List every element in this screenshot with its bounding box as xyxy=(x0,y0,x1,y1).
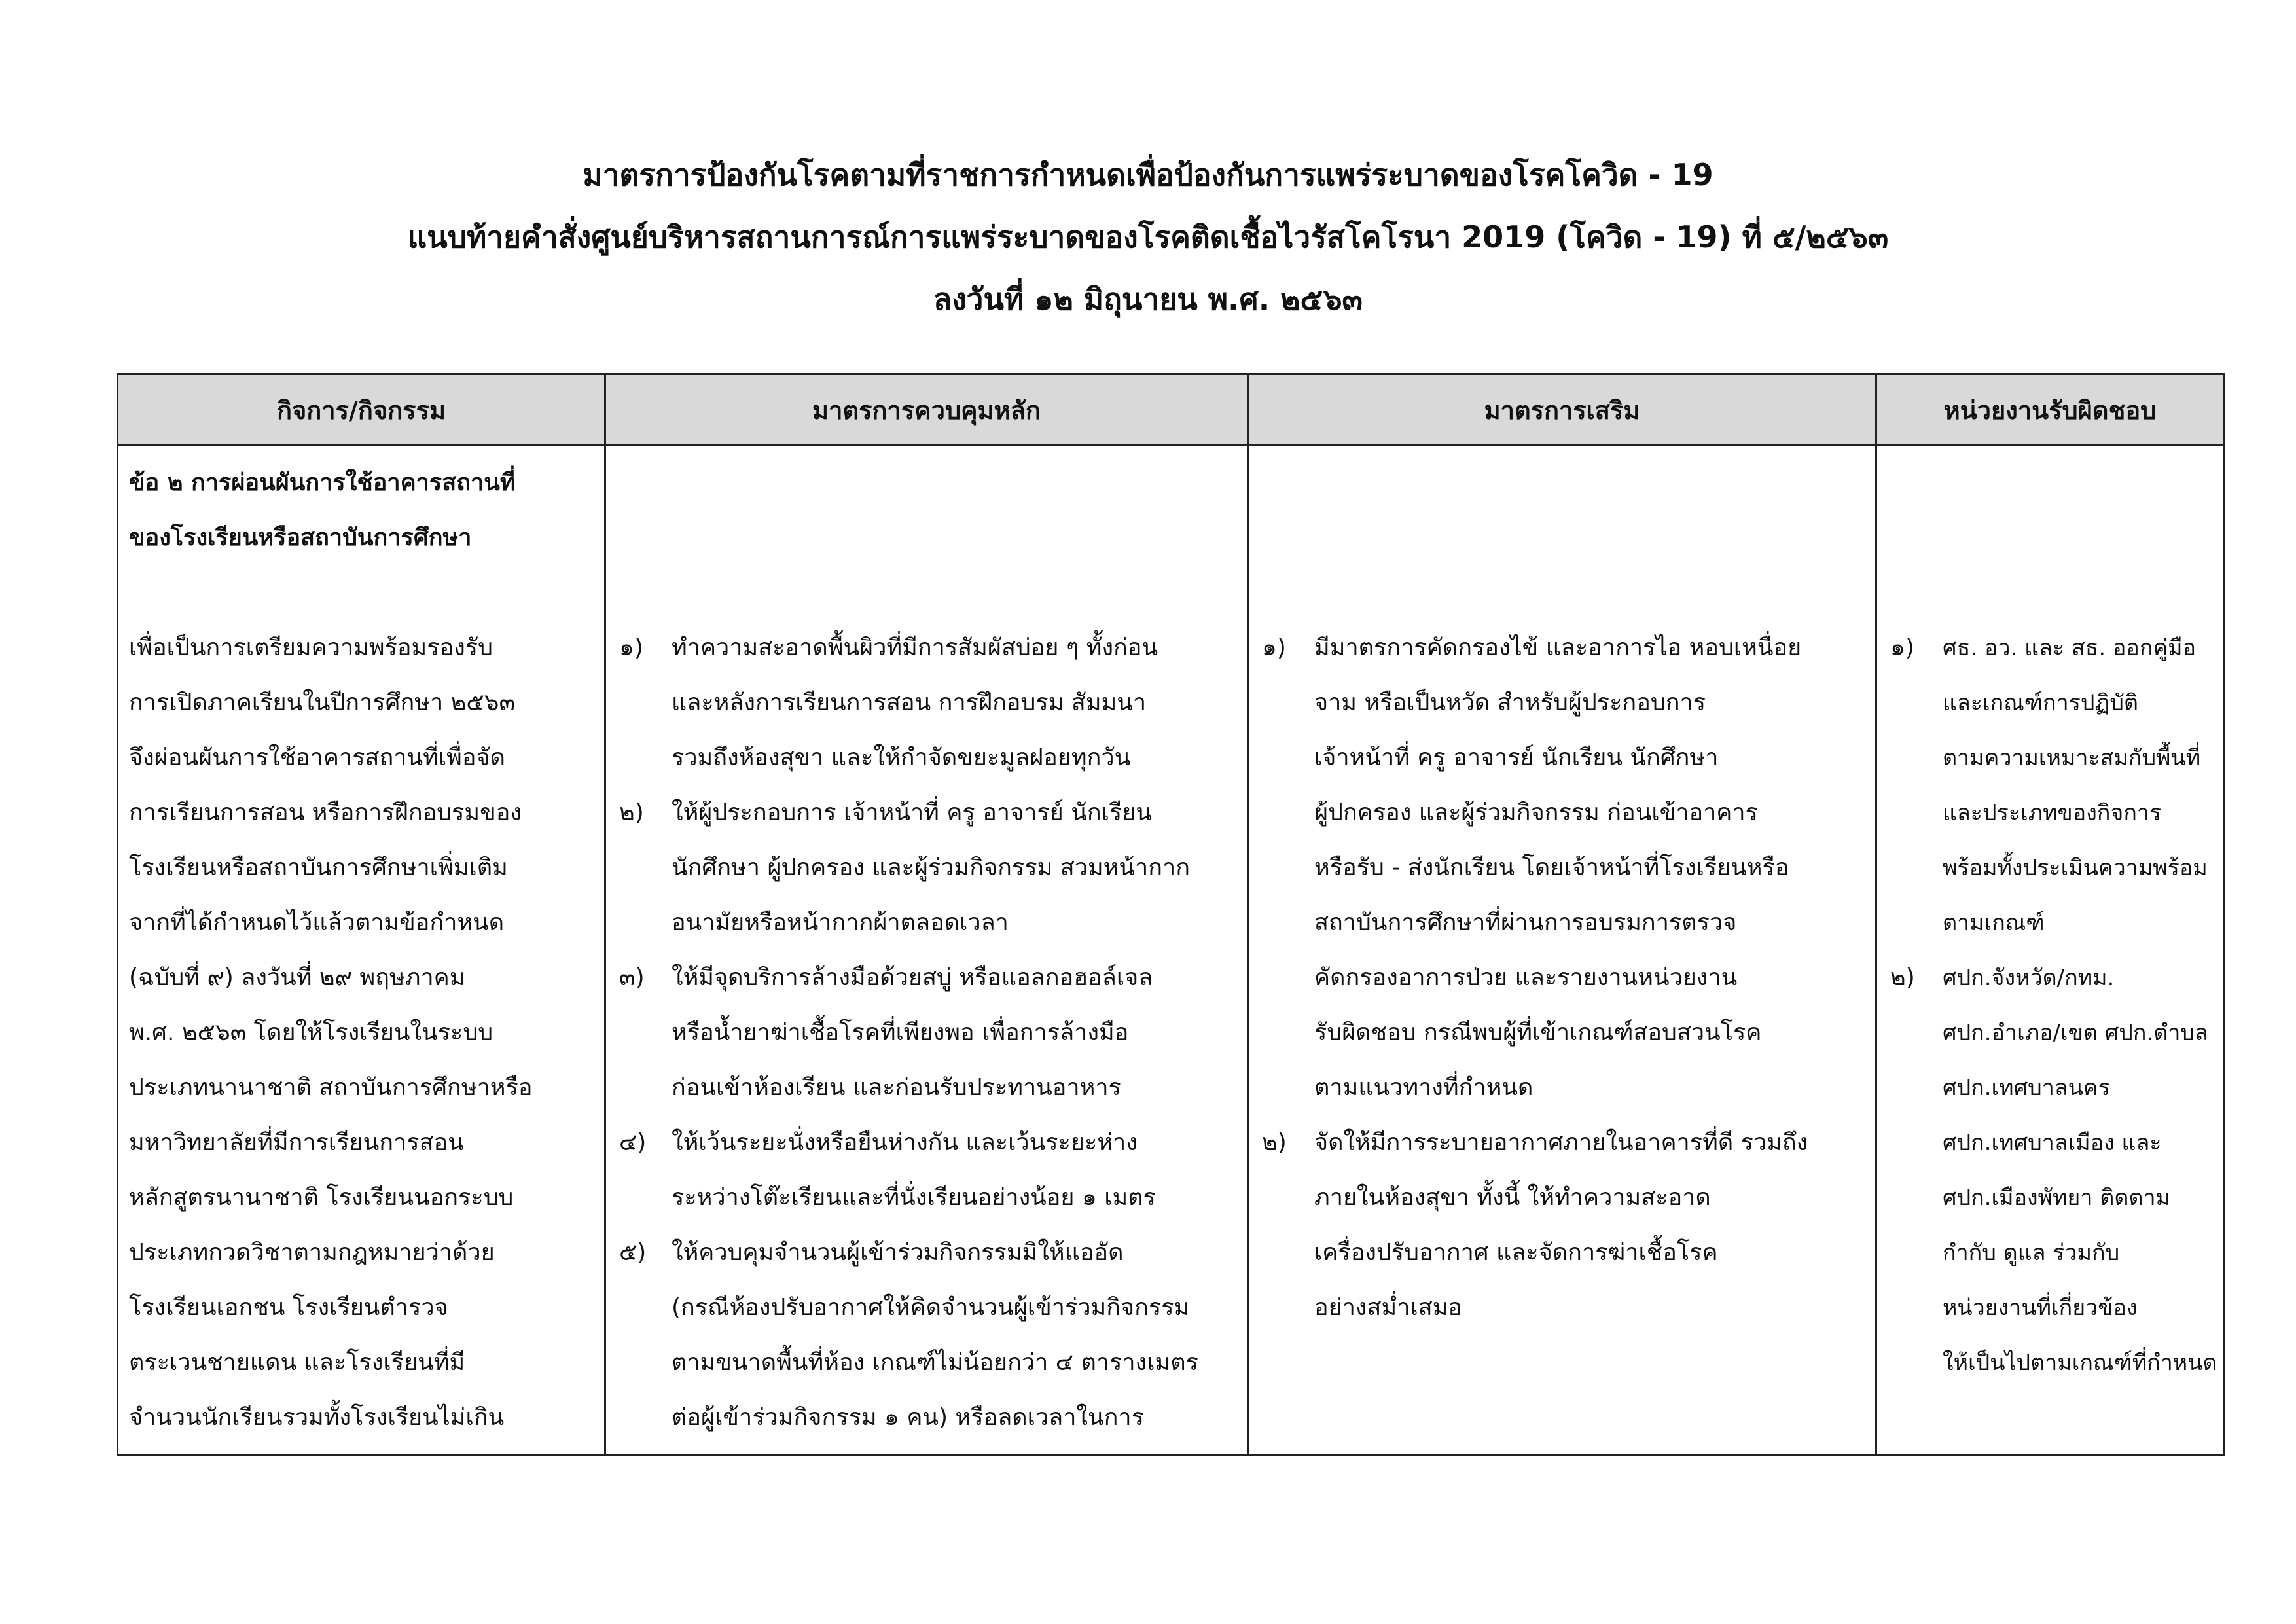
activity-line: พ.ศ. ๒๕๖๓ โดยให้โรงเรียนในระบบ xyxy=(129,1019,493,1046)
item-number: ๓) xyxy=(619,964,645,991)
item-line: นักศึกษา ผู้ปกครอง และผู้ร่วมกิจกรรม สวมหน้ากาก xyxy=(672,854,1191,881)
item-line: ให้ผู้ประกอบการ เจ้าหน้าที่ ครู อาจารย์ นักเรียน xyxy=(672,799,1152,826)
item-line: กำกับ ดูแล ร่วมกับ xyxy=(1943,1240,2120,1266)
responsible-item xyxy=(1888,950,2217,1390)
activity-line: เพื่อเป็นการเตรียมความพร้อมรองรับ xyxy=(129,634,493,661)
item-number: ๒) xyxy=(619,799,644,826)
item-line: ให้เป็นไปตามเกณฑ์ที่กำหนด xyxy=(1943,1350,2217,1376)
item-line: หน่วยงานที่เกี่ยวข้อง xyxy=(1943,1295,2138,1321)
item-line: หรือน้ำยาฆ่าเชื้อโรคที่เพียงพอ เพื่อการล้างมือ xyxy=(672,1019,1129,1046)
item-line: หรือรับ - ส่งนักเรียน โดยเจ้าหน้าที่โรงเรียนหรือ xyxy=(1314,854,1789,881)
item-line: (กรณีห้องปรับอากาศให้คิดจำนวนผู้เข้าร่วมกิจกรรม xyxy=(672,1294,1190,1321)
item-line: ให้เว้นระยะนั่งหรือยืนห่างกัน และเว้นระยะห่าง xyxy=(672,1129,1138,1156)
item-line: ตามแนวทางที่กำหนด xyxy=(1314,1074,1534,1101)
item-line: ศธ. อว. และ สธ. ออกคู่มือ xyxy=(1943,635,2197,661)
table-header-row xyxy=(118,374,2224,446)
item-line: ศปก.อำเภอ/เขต ศปก.ตำบล xyxy=(1943,1020,2208,1046)
main-measure-item xyxy=(617,785,1236,950)
item-line: ผู้ปกครอง และผู้ร่วมกิจกรรม ก่อนเข้าอาคาร xyxy=(1314,799,1758,826)
item-line: ตามความเหมาะสมกับพื้นที่ xyxy=(1943,745,2201,771)
item-line: ก่อนเข้าห้องเรียน และก่อนรับประทานอาหาร xyxy=(672,1074,1121,1101)
activity-line: มหาวิทยาลัยที่มีการเรียนการสอน xyxy=(129,1129,464,1156)
item-line: รวมถึงห้องสุขา และให้กำจัดขยะมูลฝอยทุกวัน xyxy=(672,744,1131,771)
header-supplementary-measures: มาตรการเสริม xyxy=(1248,374,1876,446)
item-line: ศปก.เทศบาลเมือง และ xyxy=(1943,1130,2162,1156)
section-title-line: ข้อ ๒ การผ่อนผันการใช้อาคารสถานที่ xyxy=(129,469,516,496)
item-line: ต่อผู้เข้าร่วมกิจกรรม ๑ คน) หรือลดเวลาในการ xyxy=(672,1404,1144,1431)
item-number: ๑) xyxy=(619,634,643,661)
item-number: ๒) xyxy=(1262,1129,1287,1156)
item-number: ๑) xyxy=(1890,634,1914,661)
item-line: จาม หรือเป็นหวัด สำหรับผู้ประกอบการ xyxy=(1314,689,1706,716)
item-line: เครื่องปรับอากาศ และจัดการฆ่าเชื้อโรค xyxy=(1314,1239,1718,1266)
document-title xyxy=(0,144,2296,331)
activity-line: การเรียนการสอน หรือการฝึกอบรมของ xyxy=(129,799,522,826)
activity-line: จำนวนนักเรียนรวมทั้งโรงเรียนไม่เกิน xyxy=(129,1404,505,1431)
supplementary-measure-item xyxy=(1259,621,1865,1115)
item-line: ศปก.เทศบาลนคร xyxy=(1943,1075,2110,1101)
item-line: ตามขนาดพื้นที่ห้อง เกณฑ์ไม่น้อยกว่า ๔ ตารางเมตร xyxy=(672,1349,1198,1376)
item-line: ศปก.เมืองพัทยา ติดตาม xyxy=(1943,1185,2171,1211)
activity-line: ประเภทกวดวิชาตามกฎหมายว่าด้วย xyxy=(129,1239,495,1266)
main-measure-item xyxy=(617,621,1236,785)
supplementary-measures-cell xyxy=(1248,446,1876,1456)
item-line: เจ้าหน้าที่ ครู อาจารย์ นักเรียน นักศึกษา xyxy=(1314,744,1719,771)
item-line: คัดกรองอาการป่วย และรายงานหน่วยงาน xyxy=(1314,964,1738,991)
item-line: ให้มีจุดบริการล้างมือด้วยสบู่ หรือแอลกอฮอล์เจล xyxy=(672,964,1153,991)
table-row xyxy=(118,446,2224,1456)
item-line: อนามัยหรือหน้ากากผ้าตลอดเวลา xyxy=(672,909,1009,936)
section-title-line: ของโรงเรียนหรือสถาบันการศึกษา xyxy=(129,524,472,551)
item-line: ระหว่างโต๊ะเรียนและที่นั่งเรียนอย่างน้อย ๑ เมตร xyxy=(672,1184,1156,1211)
item-number: ๕) xyxy=(619,1239,647,1266)
activity-line: โรงเรียนหรือสถาบันการศึกษาเพิ่มเติม xyxy=(129,854,508,881)
activity-line: จากที่ได้กำหนดไว้แล้วตามข้อกำหนด xyxy=(129,909,505,936)
main-measure-item xyxy=(617,1115,1236,1225)
section-title xyxy=(129,456,594,566)
responsible-cell xyxy=(1876,446,2224,1456)
item-line: ทำความสะอาดพื้นผิวที่มีการสัมผัสบ่อย ๆ ทั้งก่อน xyxy=(672,634,1158,661)
header-main-measures: มาตรการควบคุมหลัก xyxy=(605,374,1248,446)
responsible-item xyxy=(1888,621,2212,950)
item-line: ศปก.จังหวัด/กทม. xyxy=(1943,965,2115,991)
item-line: มีมาตรการคัดกรองไข้ และอาการไอ หอบเหนื่อย xyxy=(1314,634,1802,661)
item-line: อย่างสม่ำเสมอ xyxy=(1314,1294,1463,1321)
item-line: สถาบันการศึกษาที่ผ่านการอบรมการตรวจ xyxy=(1314,909,1737,936)
item-line: รับผิดชอบ กรณีพบผู้ที่เข้าเกณฑ์สอบสวนโรค xyxy=(1314,1019,1762,1046)
item-line: ภายในห้องสุขา ทั้งนี้ ให้ทำความสะอาด xyxy=(1314,1184,1711,1211)
header-activity: กิจการ/กิจกรรม xyxy=(118,374,605,446)
item-line: ตามเกณฑ์ xyxy=(1943,910,2045,936)
title-line-1: มาตรการป้องกันโรคตามที่ราชการกำหนดเพื่อป้องกันการแพร่ระบาดของโรคโควิด - 19 xyxy=(583,157,1713,192)
main-measure-item xyxy=(617,1225,1236,1445)
activity-line: ตระเวนชายแดน และโรงเรียนที่มี xyxy=(129,1349,465,1376)
title-line-2: แนบท้ายคำสั่งศูนย์บริหารสถานการณ์การแพร่ระบาดของโรคติดเชื้อไวรัสโคโรนา 2019 (โควิด - 19) ที่ ๕/๒๕๖๓ xyxy=(407,219,1889,255)
header-responsible: หน่วยงานรับผิดชอบ xyxy=(1876,374,2224,446)
main-measure-item xyxy=(617,950,1236,1115)
item-number: ๒) xyxy=(1890,964,1915,991)
supplementary-measure-item xyxy=(1259,1115,1865,1335)
activity-line: โรงเรียนเอกชน โรงเรียนตำรวจ xyxy=(129,1294,448,1321)
activity-line: หลักสูตรนานาชาติ โรงเรียนนอกระบบ xyxy=(129,1184,514,1211)
item-line: และประเภทของกิจการ xyxy=(1943,800,2162,826)
item-line: จัดให้มีการระบายอากาศภายในอาคารที่ดี รวมถึง xyxy=(1314,1129,1808,1156)
activity-cell xyxy=(118,446,605,1456)
item-number: ๑) xyxy=(1262,634,1286,661)
title-line-3: ลงวันที่ ๑๒ มิถุนายน พ.ศ. ๒๕๖๓ xyxy=(933,281,1363,317)
activity-line: (ฉบับที่ ๙) ลงวันที่ ๒๙ พฤษภาคม xyxy=(129,964,465,991)
main-measures-cell xyxy=(605,446,1248,1456)
item-line: พร้อมทั้งประเมินความพร้อม xyxy=(1943,855,2208,881)
activity-line: ประเภทนานาชาติ สถาบันการศึกษาหรือ xyxy=(129,1074,533,1101)
activity-line: จึงผ่อนผันการใช้อาคารสถานที่เพื่อจัด xyxy=(129,744,505,771)
item-line: และเกณฑ์การปฏิบัติ xyxy=(1943,690,2138,716)
measures-table xyxy=(117,373,2225,1456)
item-line: ให้ควบคุมจำนวนผู้เข้าร่วมกิจกรรมมิให้แออัด xyxy=(672,1239,1124,1266)
item-line: และหลังการเรียนการสอน การฝึกอบรม สัมมนา xyxy=(672,689,1147,716)
item-number: ๔) xyxy=(619,1129,647,1156)
activity-line: การเปิดภาคเรียนในปีการศึกษา ๒๕๖๓ xyxy=(129,689,516,716)
activity-body xyxy=(129,621,594,1445)
